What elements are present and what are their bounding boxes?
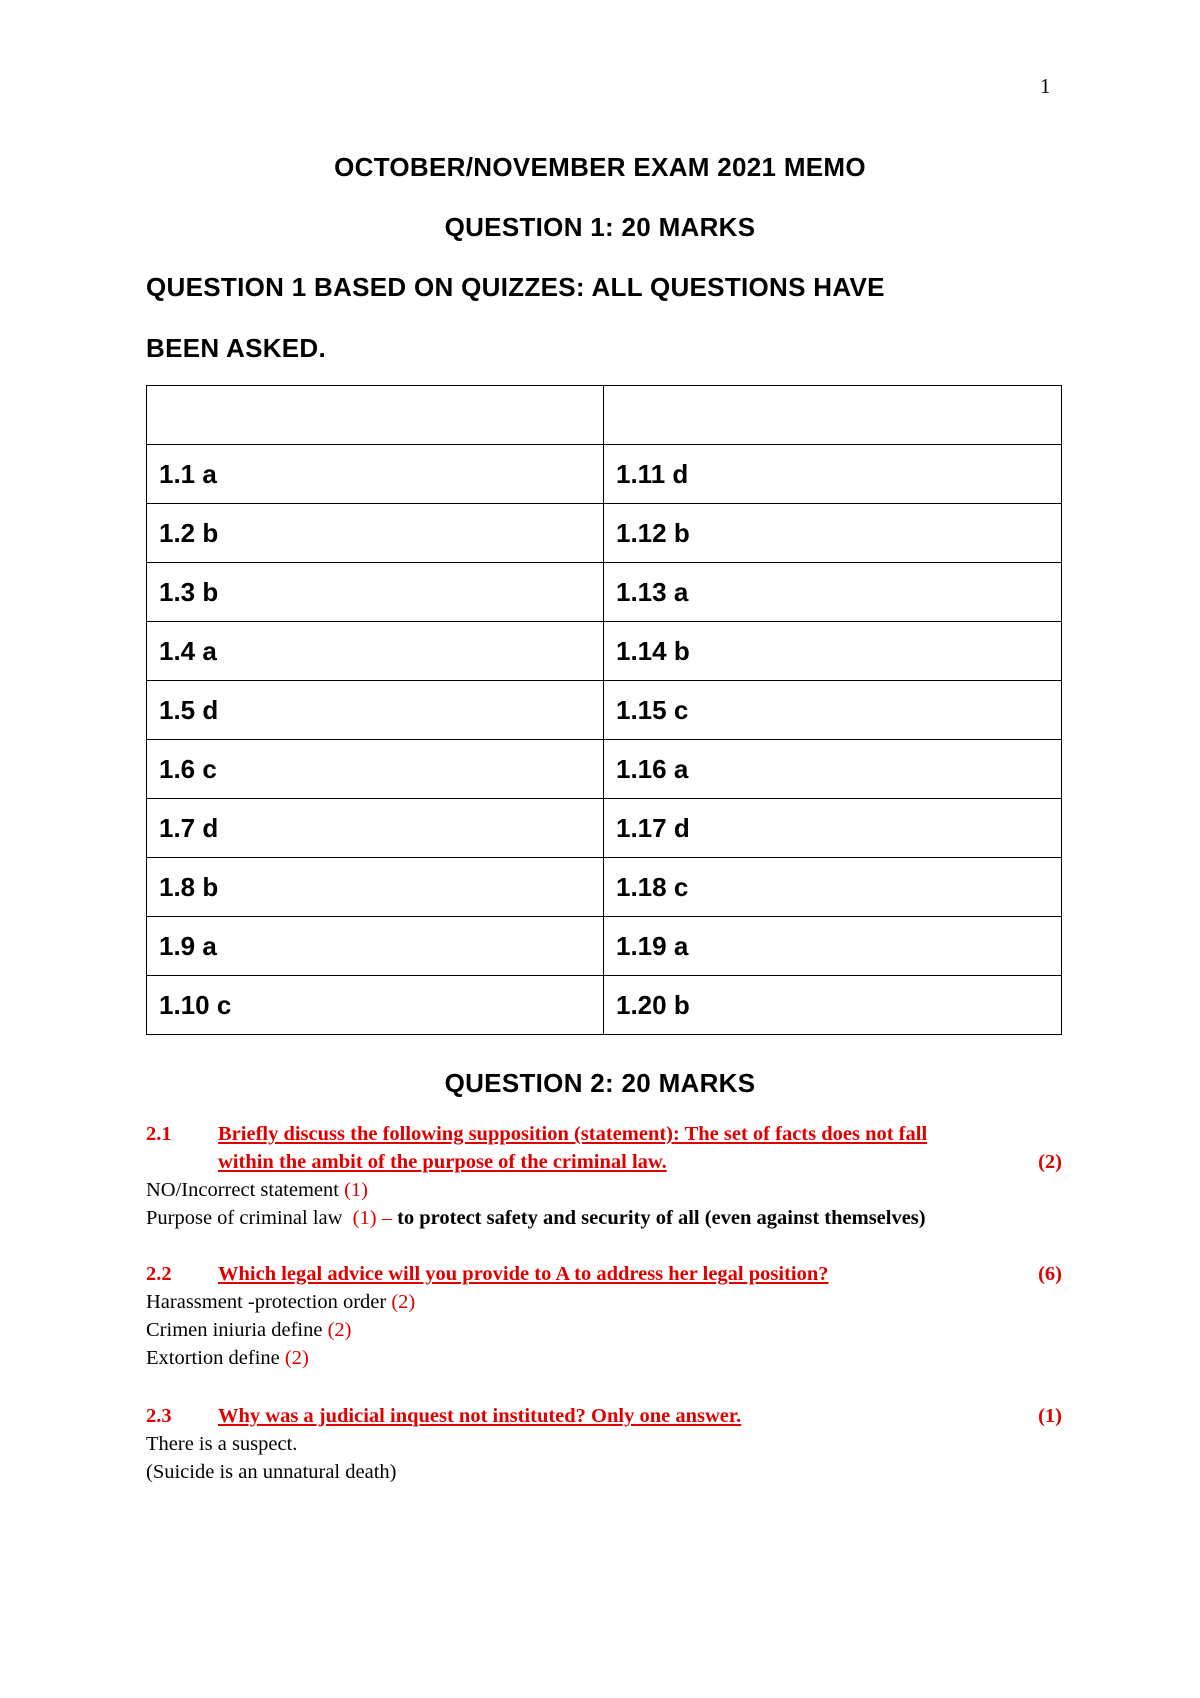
table-row: [147, 563, 1062, 622]
question-2-1: [146, 1120, 1062, 1232]
answer-text: Harassment -protection order: [146, 1291, 392, 1313]
table-cell: 1.20 b: [604, 976, 1062, 1035]
question-2-3: [146, 1402, 1062, 1486]
table-cell: 1.8 b: [147, 858, 604, 917]
table-cell: 1.3 b: [147, 563, 604, 622]
question-marks: (2): [1038, 1151, 1062, 1173]
question-text-line2: within the ambit of the purpose of the criminal law.: [218, 1151, 667, 1173]
answer-line: There is a suspect.: [146, 1433, 298, 1455]
table-row: [147, 445, 1062, 504]
answer-line: [146, 1176, 1062, 1204]
answer-line: [146, 1288, 1062, 1316]
answer-text: Extortion define: [146, 1347, 285, 1369]
table-cell: 1.18 c: [604, 858, 1062, 917]
question-2-1-title: [146, 1120, 1062, 1176]
table-row: [147, 622, 1062, 681]
question-text: Why was a judicial inquest not instituted? Only one answer.: [218, 1405, 742, 1427]
table-cell: 1.11 d: [604, 445, 1062, 504]
table-cell: 1.17 d: [604, 799, 1062, 858]
table-cell: 1.7 d: [147, 799, 604, 858]
table-cell: 1.9 a: [147, 917, 604, 976]
answer-text: NO/Incorrect statement: [146, 1179, 345, 1201]
answer-line: [146, 1204, 1062, 1232]
table-cell: [147, 386, 604, 445]
table-row: [147, 740, 1062, 799]
question-text: Which legal advice will you provide to A to address her legal position?: [218, 1263, 829, 1285]
question-marks: (1): [1038, 1405, 1062, 1427]
answer-mark: (2): [391, 1291, 416, 1313]
answer-text: Crimen iniuria define: [146, 1319, 328, 1341]
question-2-3-title: [146, 1402, 1062, 1430]
answer-line: [146, 1316, 1062, 1344]
question-text-line1: Briefly discuss the following supposition (statement): The set of facts does not fall: [218, 1123, 928, 1145]
answer-mark: (2): [327, 1319, 352, 1341]
table-row: [147, 799, 1062, 858]
answer-mark: (1): [344, 1179, 368, 1201]
document-title: OCTOBER/NOVEMBER EXAM 2021 MEMO: [334, 152, 866, 182]
answer-line: [146, 1344, 1062, 1372]
table-cell: 1.19 a: [604, 917, 1062, 976]
table-cell: 1.14 b: [604, 622, 1062, 681]
answer-bold-text: to protect safety and security of all (even against themselves): [397, 1207, 926, 1229]
table-cell: 1.6 c: [147, 740, 604, 799]
answer-text: Purpose of criminal law: [146, 1207, 353, 1229]
question-number: 2.1: [146, 1123, 172, 1145]
question-2-2: [146, 1260, 1062, 1372]
page-number: 1: [1040, 74, 1051, 98]
question-2-2-title: [146, 1260, 1062, 1288]
table-cell: 1.5 d: [147, 681, 604, 740]
table-cell: 1.2 b: [147, 504, 604, 563]
table-row: [147, 681, 1062, 740]
answer-mark: (1): [352, 1207, 377, 1229]
table-cell: 1.4 a: [147, 622, 604, 681]
answer-table: [146, 385, 1062, 1035]
question-1-note-line1: QUESTION 1 BASED ON QUIZZES: ALL QUESTIONS HAVE: [146, 272, 885, 302]
answer-dash: –: [376, 1207, 398, 1229]
answer-mark: (2): [284, 1347, 309, 1369]
table-row: [147, 504, 1062, 563]
question-1-heading: QUESTION 1: 20 MARKS: [444, 212, 756, 242]
question-number: 2.2: [146, 1263, 172, 1285]
table-row: [147, 976, 1062, 1035]
table-cell: 1.10 c: [147, 976, 604, 1035]
question-1-note-line2: BEEN ASKED.: [146, 333, 327, 363]
table-cell: 1.13 a: [604, 563, 1062, 622]
table-row: [147, 858, 1062, 917]
table-cell: 1.16 a: [604, 740, 1062, 799]
table-row: [147, 917, 1062, 976]
question-2-heading: QUESTION 2: 20 MARKS: [444, 1068, 756, 1098]
table-cell: 1.15 c: [604, 681, 1062, 740]
table-cell: [604, 386, 1062, 445]
question-marks: (6): [1038, 1263, 1062, 1285]
table-cell: 1.1 a: [147, 445, 604, 504]
table-row: [147, 386, 1062, 445]
question-number: 2.3: [146, 1405, 172, 1427]
answer-line: (Suicide is an unnatural death): [146, 1461, 397, 1483]
table-cell: 1.12 b: [604, 504, 1062, 563]
